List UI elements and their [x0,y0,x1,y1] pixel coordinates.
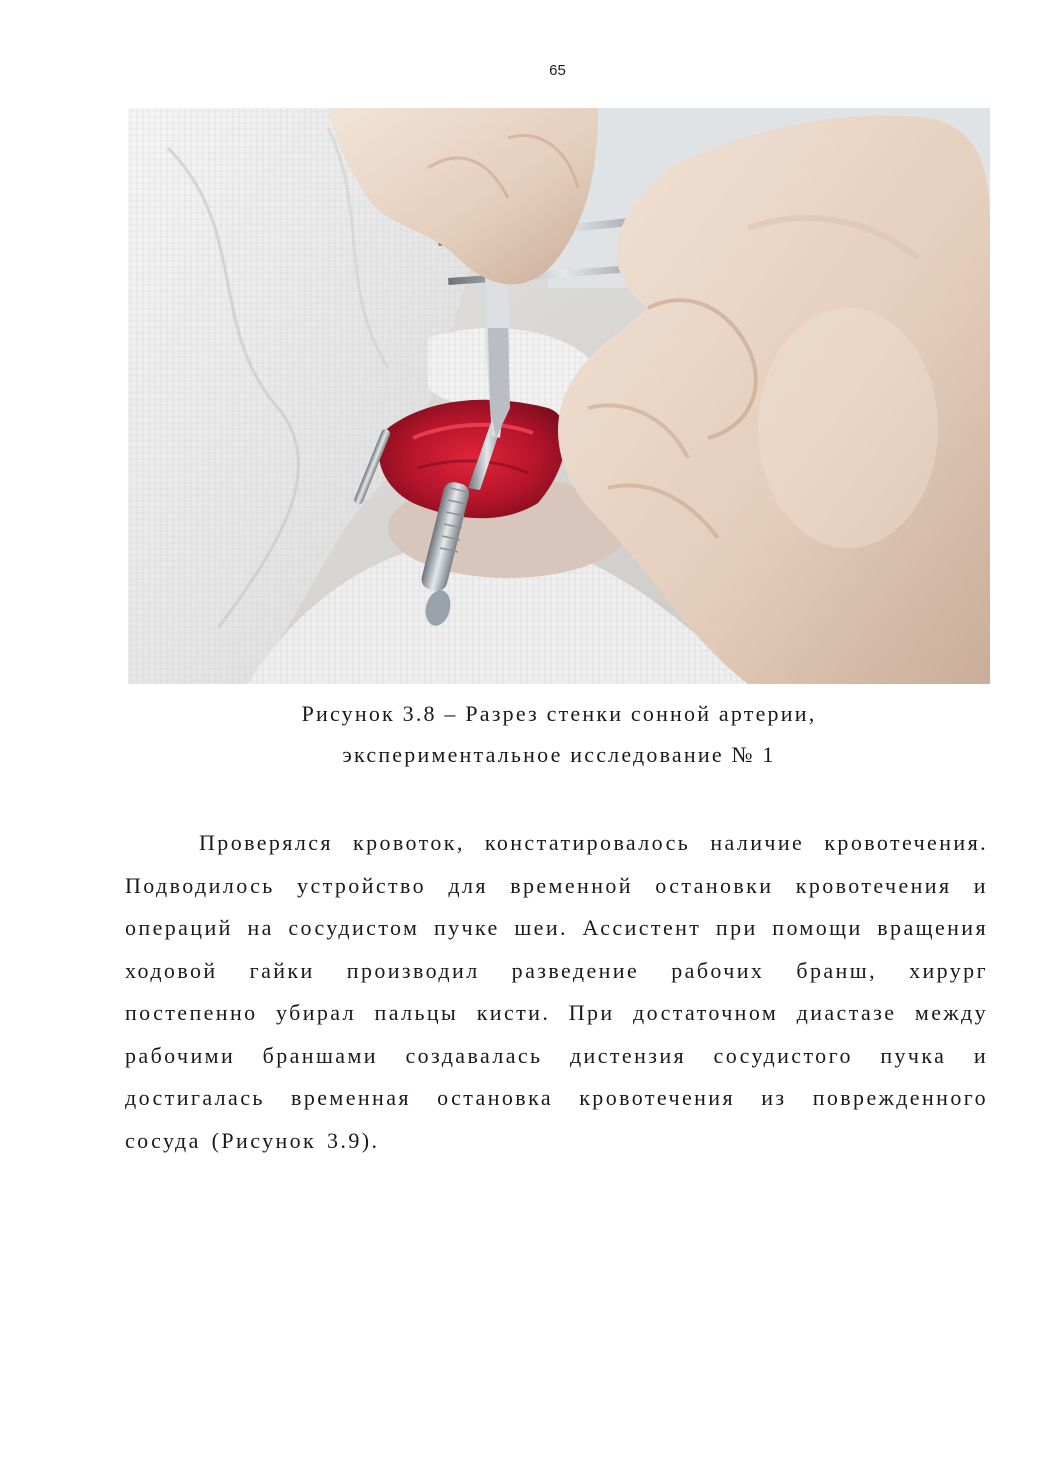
surgery-photo [128,108,990,684]
surgery-photo-illustration [128,108,990,684]
page-number: 65 [549,62,566,79]
figure-caption-line1: Рисунок 3.8 – Разрез стенки сонной артерии, [301,701,817,726]
figure-caption-line2: экспериментальное исследование № 1 [342,742,776,767]
body-paragraph: Проверялся кровоток, констатировалось наличие кровотечения. Подводилось устройство для временной остановки кровотечения и операций на сосудистом пучке шеи. Ассистент при помощи вращения ходовой гайки производил разведение рабочих бранш, хирург постепенно убирал пальцы кисти. При достаточном диастазе между рабочими браншами создавалась дистензия сосудистого пучка и достигалась временная остановка кровотечения из поврежденного сосуда (Рисунок 3.9). [125,830,988,1153]
